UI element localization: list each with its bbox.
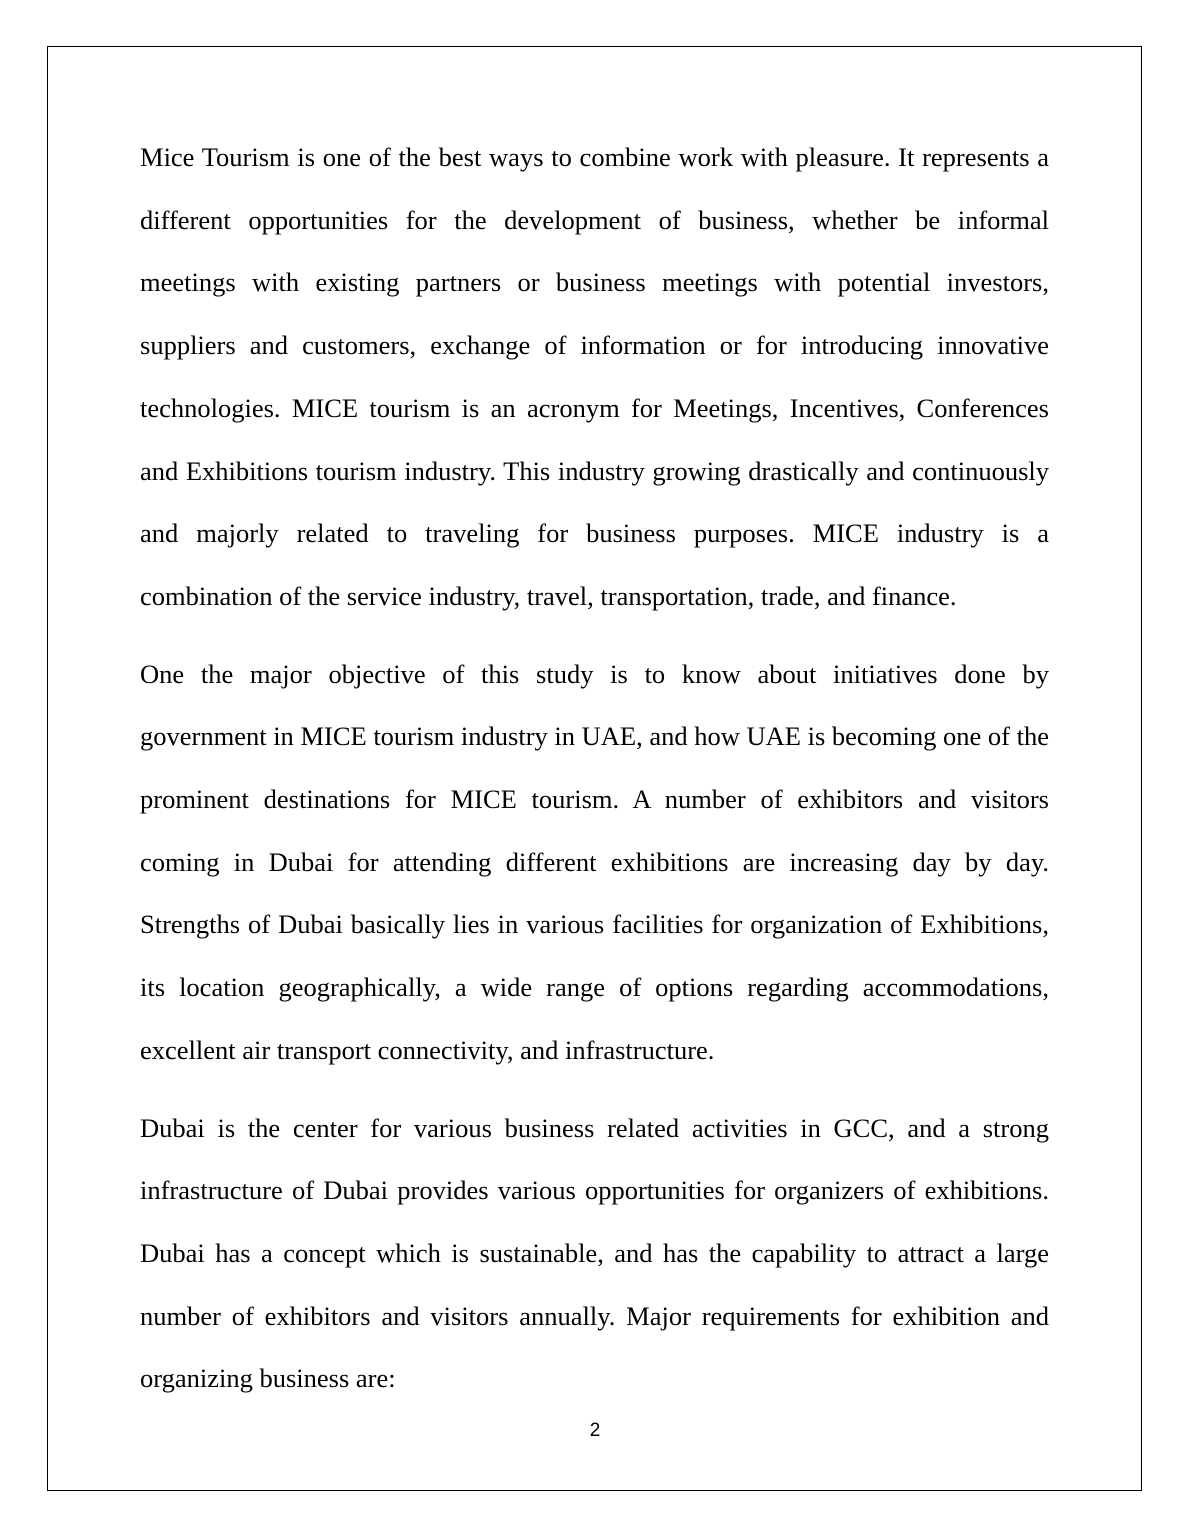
document-body <box>140 126 1049 1425</box>
page-number: 2 <box>589 1420 601 1441</box>
paragraph-study-objective: One the major objective of this study is to know about initiatives done by government in MICE tourism industry in UAE, and how UAE is becoming one of the prominent destinations for MICE tourism. A number of exhibitors and visitors coming in Dubai for attending different exhibitions are increasing day by day. Strengths of Dubai basically lies in various facilities for organization of Exhibitions, its location geographically, a wide range of options regarding accommodations, excellent air transport connectivity, and infrastructure. <box>140 658 1049 1065</box>
paragraph-mice-tourism-intro: Mice Tourism is one of the best ways to combine work with pleasure. It represents a different opportunities for the development of business, whether be informal meetings with existing partners or business meetings with potential investors, suppliers and customers, exchange of information or for introducing innovative technologies. MICE tourism is an acronym for Meetings, Incentives, Conferences and Exhibitions tourism industry. This industry growing drastically and continuously and majorly related to traveling for business purposes. MICE industry is a combination of the service industry, travel, transportation, trade, and finance. <box>140 142 1049 611</box>
paragraph-dubai-center: Dubai is the center for various business related activities in GCC, and a strong infrastructure of Dubai provides various opportunities for organizers of exhibitions. Dubai has a concept which is sustainable, and has the capability to attract a large number of exhibitors and visitors annually. Major requirements for exhibition and organizing business are: <box>140 1112 1049 1394</box>
